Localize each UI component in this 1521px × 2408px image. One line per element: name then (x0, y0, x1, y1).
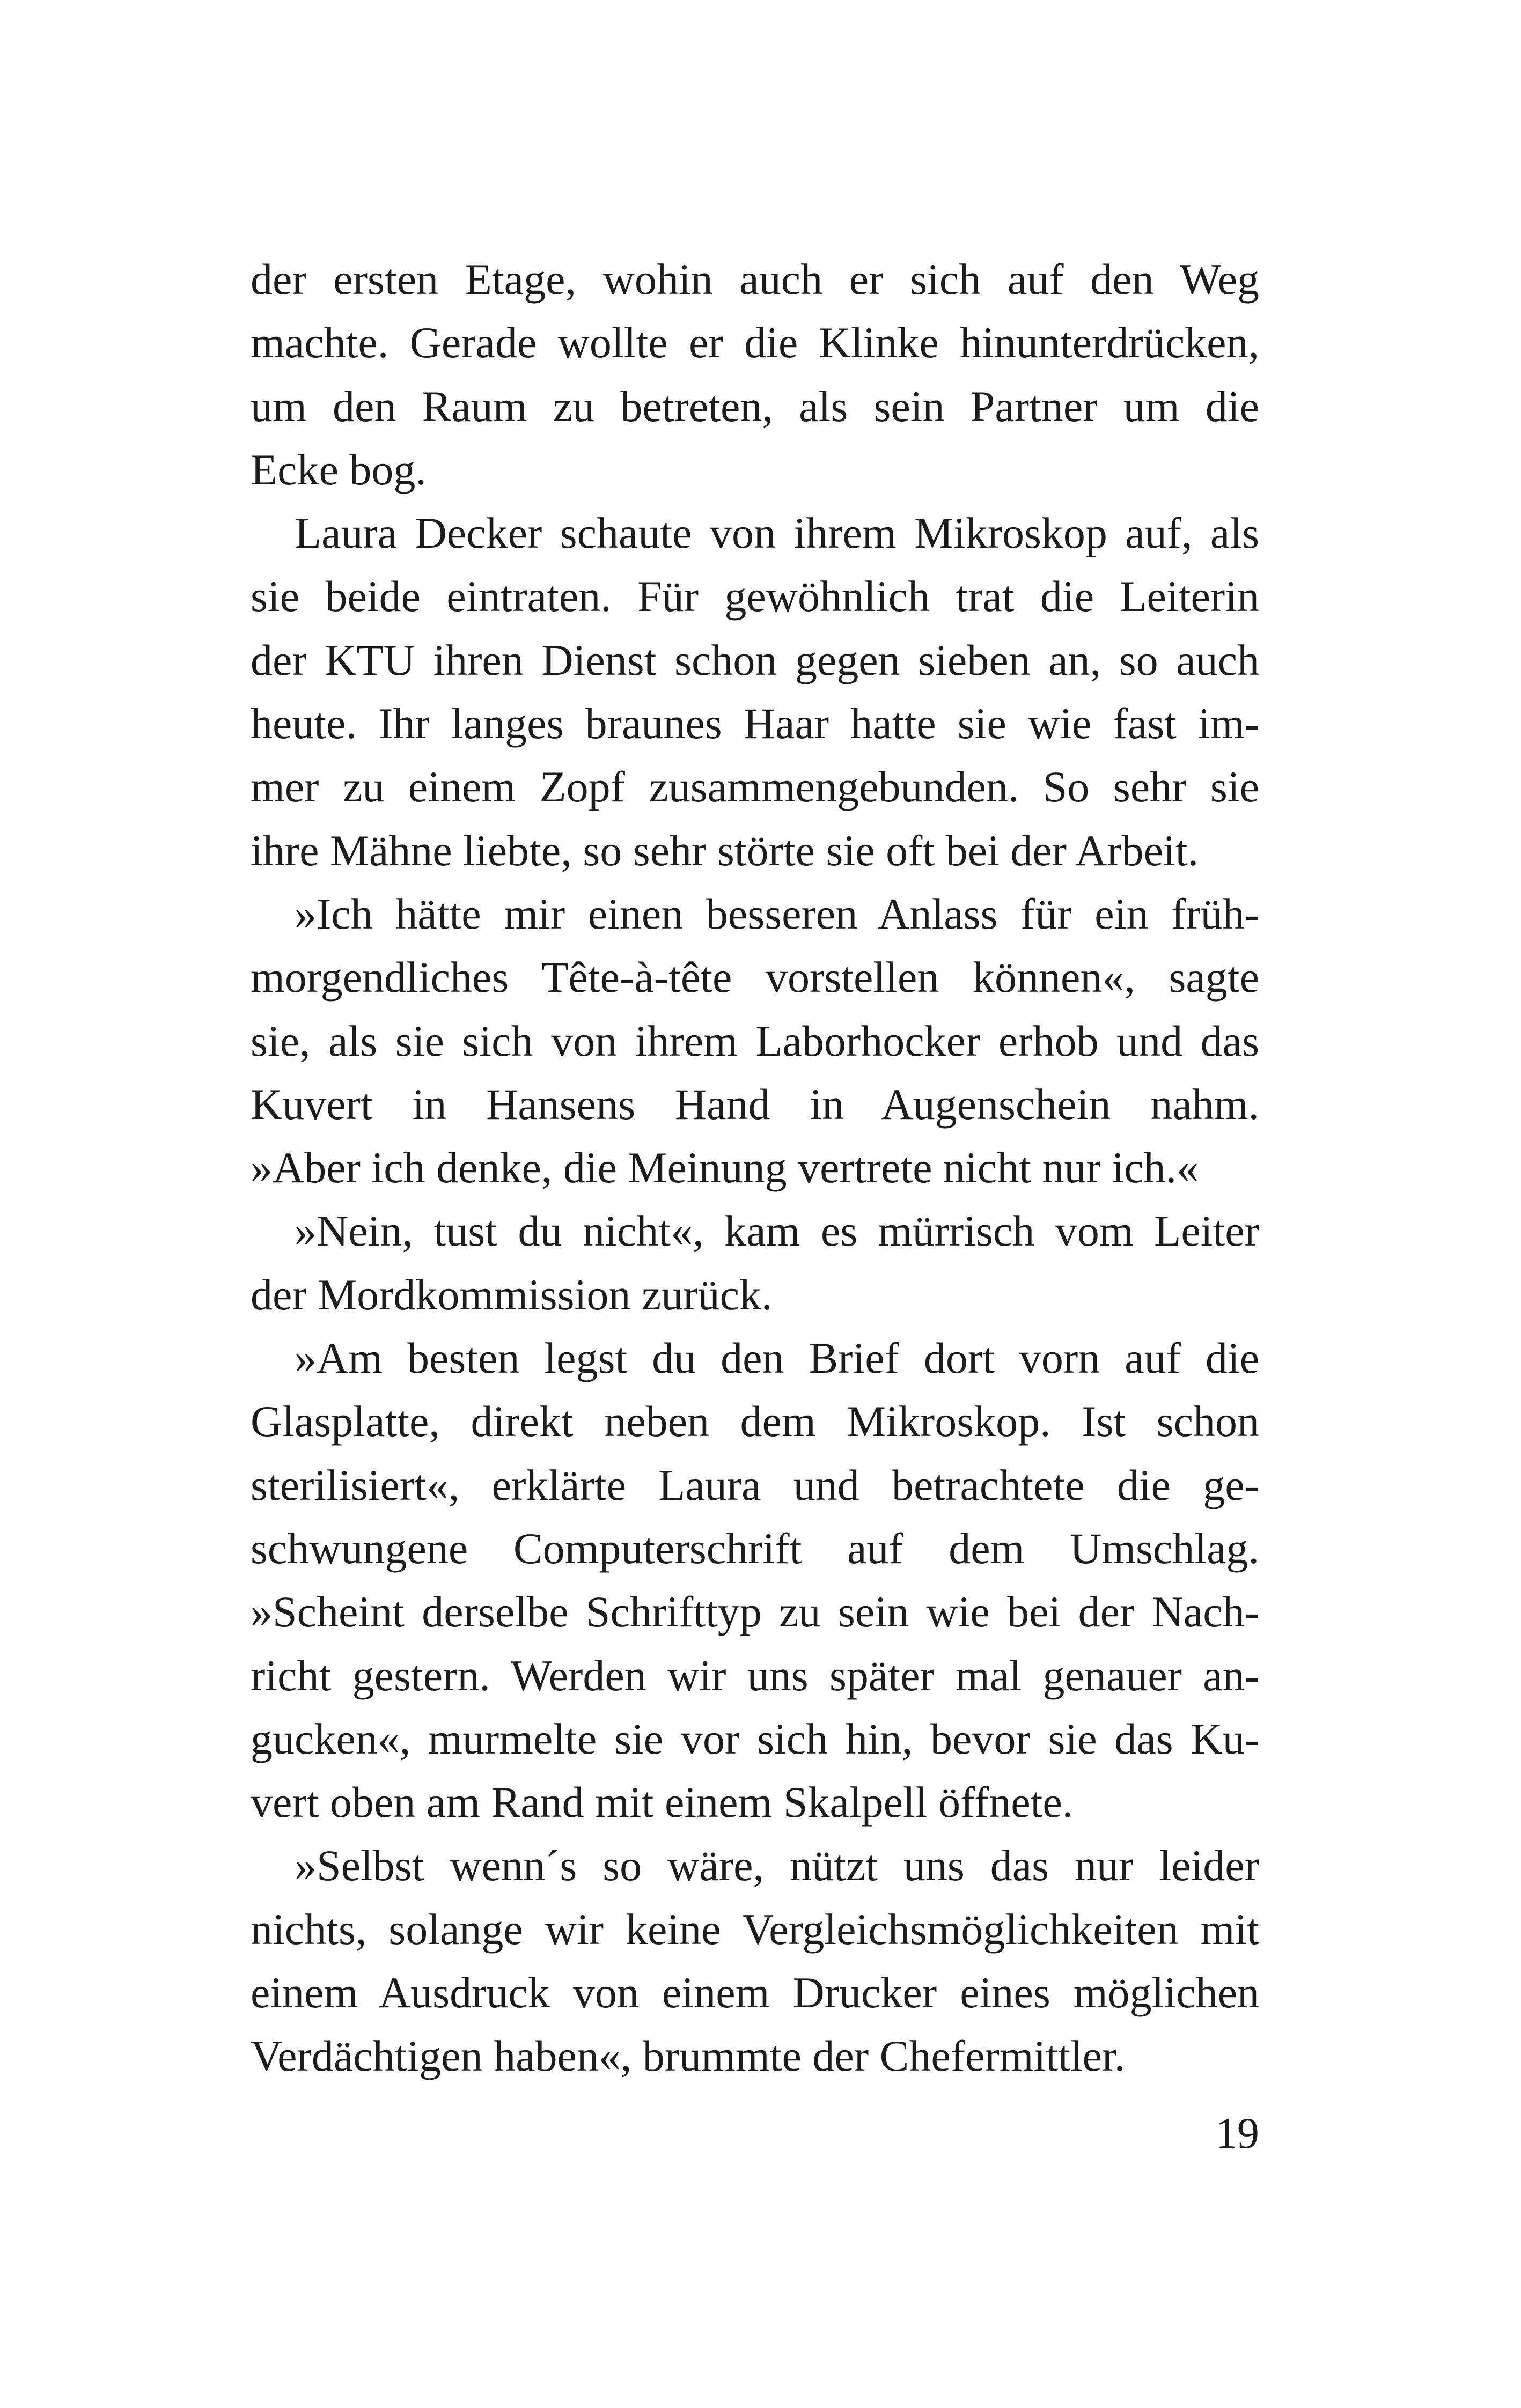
text-line: nichts, solange wir keine Vergleichsmöglichkeiten mit (251, 1904, 1259, 1954)
text-line: sterilisiert«, erklärte Laura und betrachtete die ge- (251, 1460, 1259, 1509)
paragraph-6 (251, 1834, 1259, 2088)
text-line: einem Ausdruck von einem Drucker eines möglichen (251, 1968, 1259, 2017)
text-line: schwungene Computerschrift auf dem Umschlag. (251, 1523, 1259, 1573)
paragraph-4 (251, 1199, 1259, 1327)
text-line: mer zu einem Zopf zusammengebunden. So sehr sie (251, 762, 1259, 812)
text-line: morgendliches Tête-à-tête vorstellen können«, sagte (251, 953, 1259, 1002)
text-line: der ersten Etage, wohin auch er sich auf den Weg (251, 255, 1259, 304)
text-line: Ecke bog. (251, 445, 427, 494)
text-line: »Scheint derselbe Schrifttyp zu sein wie bei der Nach- (251, 1587, 1259, 1637)
text-line: ihre Mähne liebte, so sehr störte sie oft bei der Arbeit. (251, 826, 1199, 875)
text-line: Glasplatte, direkt neben dem Mikroskop. Ist schon (251, 1397, 1259, 1446)
text-line: »Am besten legst du den Brief dort vorn auf die (295, 1334, 1259, 1383)
text-line: heute. Ihr langes braunes Haar hatte sie wie fast im- (251, 699, 1259, 748)
text-line: »Selbst wenn´s so wäre, nützt uns das nur leider (295, 1841, 1259, 1890)
text-line: Kuvert in Hansens Hand in Augenschein nahm. (251, 1079, 1259, 1129)
text-line: um den Raum zu betreten, als sein Partner um die (251, 381, 1259, 431)
text-line: »Ich hätte mir einen besseren Anlass für ein früh- (295, 889, 1259, 938)
text-line: gucken«, murmelte sie vor sich hin, bevor sie das Ku- (251, 1714, 1259, 1763)
page-number: 19 (1215, 2109, 1259, 2157)
text-line: »Nein, tust du nicht«, kam es mürrisch vom Leiter (295, 1206, 1259, 1256)
text-line: sie, als sie sich von ihrem Laborhocker erhob und das (251, 1016, 1259, 1065)
paragraph-5 (251, 1327, 1259, 1834)
text-line: machte. Gerade wollte er die Klinke hinunterdrücken, (251, 318, 1259, 367)
paragraph-3 (251, 882, 1259, 1199)
text-line: der KTU ihren Dienst schon gegen sieben an, so auch (251, 635, 1259, 684)
paragraph-2 (251, 502, 1259, 882)
text-line: vert oben am Rand mit einem Skalpell öffnete. (251, 1778, 1074, 1827)
body-text (251, 248, 1259, 2088)
text-line: Laura Decker schaute von ihrem Mikroskop auf, als (295, 509, 1259, 558)
text-line: Verdächtigen haben«, brummte der Chefermittler. (251, 2031, 1126, 2081)
text-line: richt gestern. Werden wir uns später mal genauer an- (251, 1651, 1259, 1700)
text-line: sie beide eintraten. Für gewöhnlich trat die Leiterin (251, 572, 1259, 621)
text-line: der Mordkommission zurück. (251, 1270, 773, 1319)
text-line: »Aber ich denke, die Meinung vertrete nicht nur ich.« (251, 1143, 1199, 1192)
paragraph-1 (251, 248, 1259, 502)
